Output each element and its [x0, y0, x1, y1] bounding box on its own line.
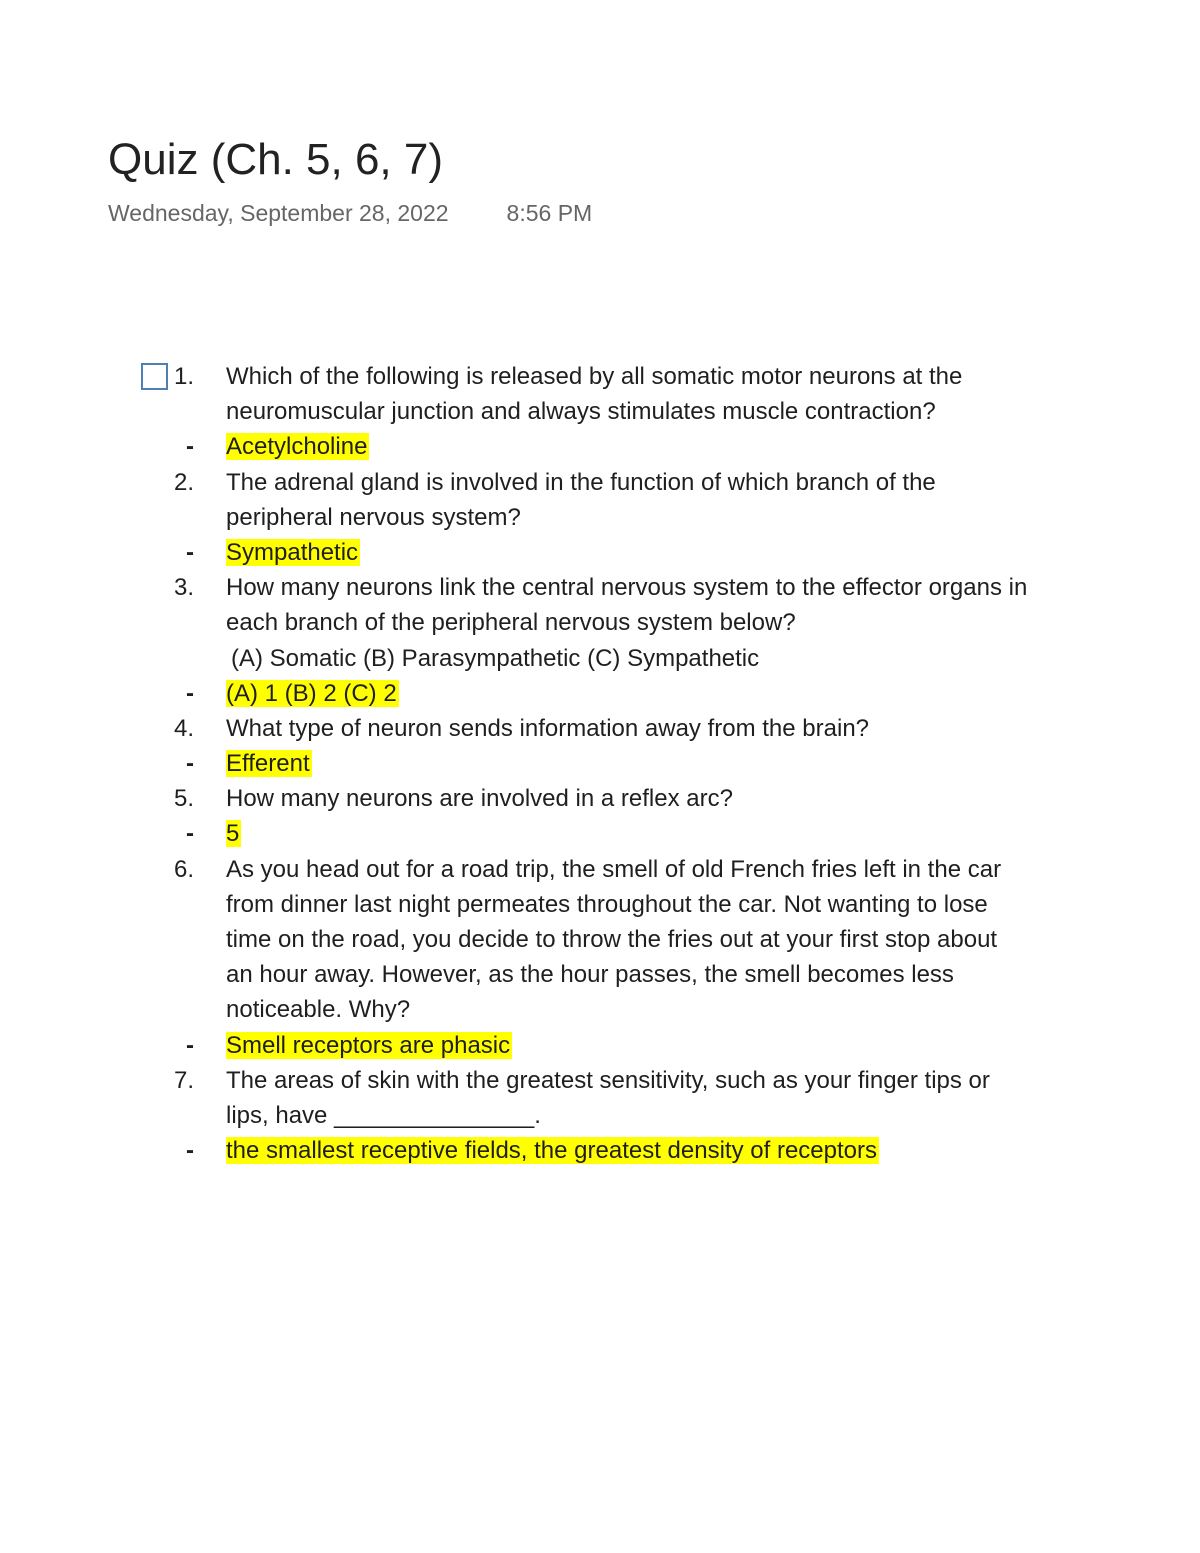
- question-number: 2.: [174, 468, 195, 496]
- question-text: How many neurons are involved in a reflex arc?: [226, 785, 733, 813]
- question-text: each branch of the peripheral nervous system below?: [226, 609, 796, 637]
- question-text: Which of the following is released by all somatic motor neurons at the: [226, 363, 963, 390]
- highlighted-answer: Efferent: [226, 750, 310, 778]
- question-text: What type of neuron sends information away from the brain?: [226, 714, 870, 742]
- quiz-list: [0, 359, 1200, 1168]
- answer-bullet: -: [186, 750, 194, 778]
- question-options: (A) Somatic (B) Parasympathetic (C) Sympathetic: [231, 644, 760, 672]
- question-number: 4.: [174, 714, 195, 742]
- question-text: time on the road, you decide to throw the fries out at your first stop about: [226, 926, 998, 953]
- answer-2: [0, 535, 1200, 570]
- question-number: 6.: [174, 855, 195, 883]
- question-3-options: [0, 641, 1200, 676]
- question-text: noticeable. Why?: [226, 996, 411, 1024]
- page-meta: [108, 198, 592, 228]
- answer-text: [226, 816, 241, 851]
- answer-text: [226, 1028, 512, 1063]
- answer-bullet: -: [186, 679, 194, 707]
- question-7: [0, 1063, 1200, 1098]
- question-text: How many neurons link the central nervous system to the effector organs in: [226, 574, 1028, 602]
- question-text: As you head out for a road trip, the smell of old French fries left in the car: [226, 855, 1002, 883]
- question-number: 3.: [174, 574, 195, 602]
- answer-bullet: -: [186, 433, 194, 461]
- question-text: neuromuscular junction and always stimulates muscle contraction?: [226, 398, 936, 426]
- question-6-continued: [0, 887, 1200, 922]
- question-text: from dinner last night permeates throughout the car. Not wanting to lose: [226, 890, 988, 918]
- question-text: lips, have _______________.: [226, 1101, 541, 1129]
- question-3: [0, 570, 1200, 605]
- question-5: [0, 781, 1200, 816]
- answer-7: [0, 1133, 1200, 1168]
- answer-bullet: -: [186, 820, 194, 848]
- highlighted-answer: Sympathetic: [226, 538, 359, 566]
- question-6: [0, 852, 1200, 887]
- question-6-continued: [0, 922, 1200, 957]
- highlighted-answer: Acetylcholine: [226, 433, 368, 461]
- question-6-continued: [0, 992, 1200, 1027]
- answer-text: [226, 535, 360, 570]
- answer-text: [226, 746, 312, 781]
- answer-3: [0, 676, 1200, 711]
- highlighted-answer: (A) 1 (B) 2 (C) 2: [226, 679, 397, 707]
- question-number: 7.: [174, 1066, 195, 1094]
- question-text: an hour away. However, as the hour passes, the smell becomes less: [226, 961, 954, 989]
- question-text: peripheral nervous system?: [226, 503, 521, 531]
- answer-bullet: -: [186, 1031, 194, 1059]
- question-1: [0, 359, 1200, 394]
- page-time: 8:56 PM: [506, 200, 593, 226]
- answer-bullet: -: [186, 538, 194, 566]
- answer-1: [0, 429, 1200, 464]
- answer-6: [0, 1028, 1200, 1063]
- question-3-continued: [0, 605, 1200, 640]
- question-number: 1.: [174, 363, 195, 390]
- highlighted-answer: Smell receptors are phasic: [226, 1031, 511, 1059]
- page-date: Wednesday, September 28, 2022: [108, 200, 449, 226]
- answer-5: [0, 816, 1200, 851]
- answer-bullet: -: [186, 1137, 194, 1165]
- question-text: The adrenal gland is involved in the function of which branch of the: [226, 468, 936, 496]
- answer-text: [226, 1133, 879, 1168]
- highlighted-answer: 5: [226, 820, 240, 848]
- question-4: [0, 711, 1200, 746]
- question-2-continued: [0, 500, 1200, 535]
- question-2: [0, 465, 1200, 500]
- answer-4: [0, 746, 1200, 781]
- answer-text: [226, 429, 369, 464]
- answer-text: [226, 676, 399, 711]
- question-number: 5.: [174, 785, 195, 813]
- question-1-continued: [0, 394, 1200, 429]
- question-6-continued: [0, 957, 1200, 992]
- highlighted-answer: the smallest receptive fields, the greatest density of receptors: [226, 1137, 877, 1165]
- page-title: Quiz (Ch. 5, 6, 7): [108, 135, 444, 184]
- question-7-continued: [0, 1098, 1200, 1133]
- question-text: The areas of skin with the greatest sensitivity, such as your finger tips or: [226, 1066, 990, 1094]
